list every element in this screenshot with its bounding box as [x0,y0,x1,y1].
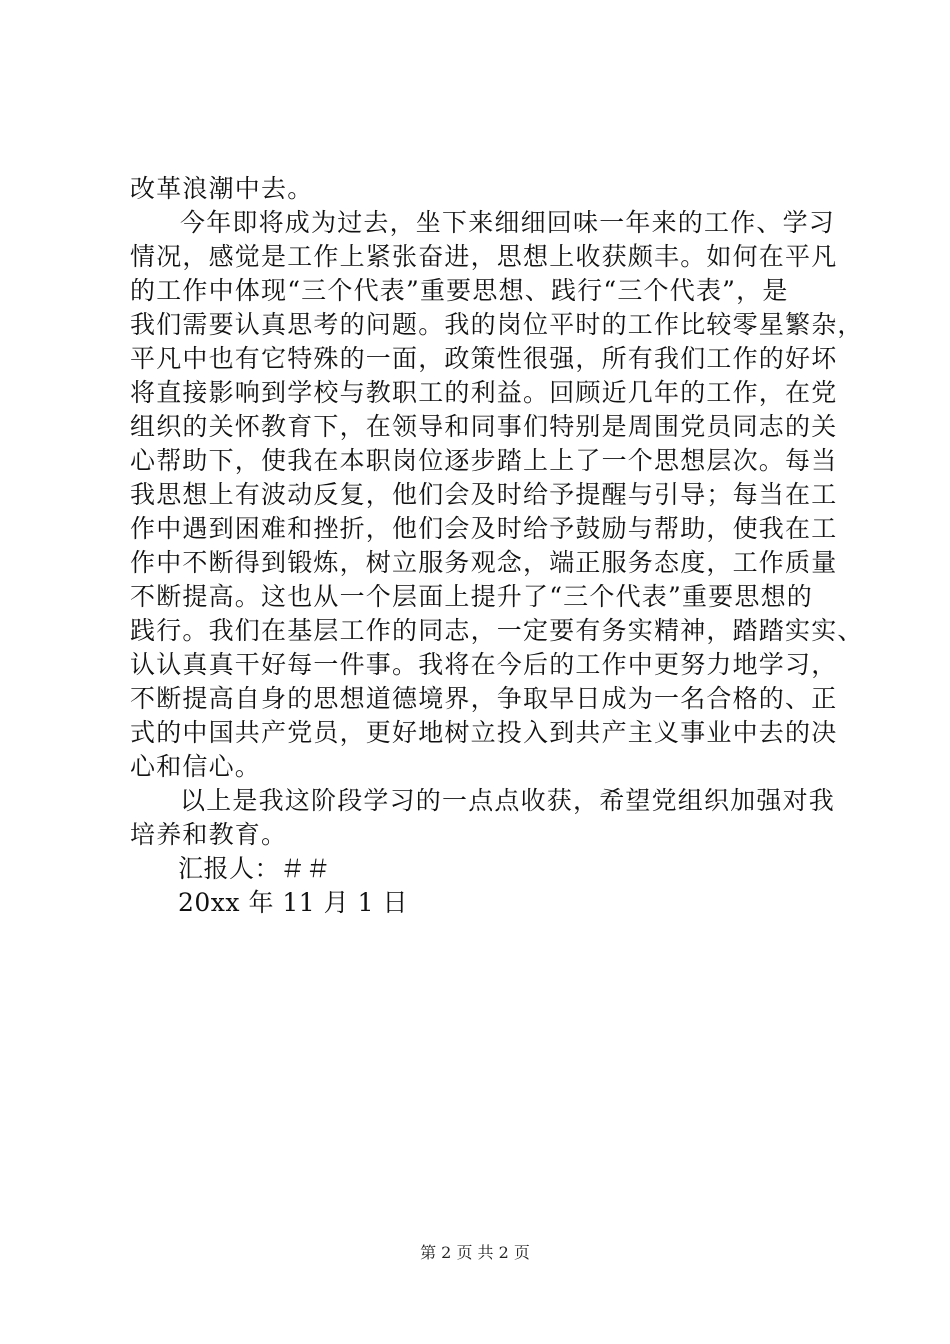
body-line: 改革浪潮中去。 [130,174,314,203]
body-line: 将直接影响到学校与教职工的利益。回顾近几年的工作，在党 [130,378,838,407]
body-line: 作中不断得到锻炼，树立服务观念，端正服务态度，工作质量 [130,548,838,577]
page-footer: 第 2 页 共 2 页 [420,1243,530,1262]
paragraph-first-line: 以上是我这阶段学习的一点点收获，希望党组织加强对我 [180,786,836,815]
body-line: 不断提高自身的思想道德境界，争取早日成为一名合格的、正 [130,684,838,713]
reporter-signature: 汇报人：＃＃ [178,854,332,883]
body-line: 组织的关怀教育下，在领导和同事们特别是周围党员同志的关 [130,412,838,441]
report-date: 20xx 年 11 月 1 日 [178,888,408,917]
body-line: 培养和教育。 [130,820,288,849]
body-line: 平凡中也有它特殊的一面，政策性很强，所有我们工作的好坏 [130,344,838,373]
body-line: 作中遇到困难和挫折，他们会及时给予鼓励与帮助，使我在工 [130,514,838,543]
body-line: 我思想上有波动反复，他们会及时给予提醒与引导；每当在工 [130,480,838,509]
body-line: 式的中国共产党员，更好地树立投入到共产主义事业中去的决 [130,718,838,747]
body-line: 践行。我们在基层工作的同志，一定要有务实精神，踏踏实实、 [130,616,864,645]
body-line: 情况，感觉是工作上紧张奋进，思想上收获颇丰。如何在平凡 [130,242,838,271]
body-line: 认认真真干好每一件事。我将在今后的工作中更努力地学习， [130,650,838,679]
body-line: 心和信心。 [130,752,262,781]
body-line: 我们需要认真思考的问题。我的岗位平时的工作比较零星繁杂， [130,310,864,339]
body-line: 心帮助下，使我在本职岗位逐步踏上上了一个思想层次。每当 [130,446,838,475]
paragraph-first-line: 今年即将成为过去，坐下来细细回味一年来的工作、学习 [180,208,836,237]
body-line: 的工作中体现“三个代表”重要思想、践行“三个代表”，是 [130,276,789,305]
body-line: 不断提高。这也从一个层面上提升了“三个代表”重要思想的 [130,582,813,611]
